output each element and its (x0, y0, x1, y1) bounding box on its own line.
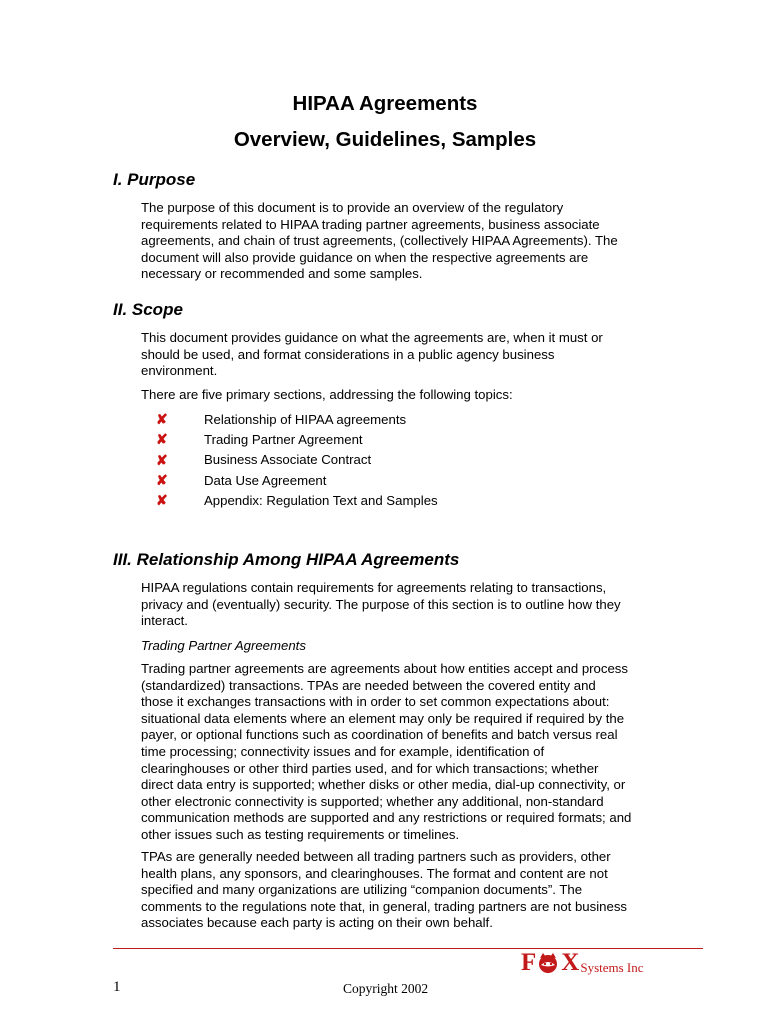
subheading-trading-partner-agreements: Trading Partner Agreements (141, 638, 306, 653)
text-line: associates because each party is acting on their own behalf. (141, 915, 493, 931)
text-line: privacy and (eventually) security. The purpose of this section is to outline how they (141, 596, 621, 612)
scope-topics-intro: There are five primary sections, addressing the following topics: (141, 387, 513, 402)
company-logo (521, 948, 644, 978)
copyright-notice: Copyright 2002 (343, 981, 429, 996)
section-heading-purpose: I. Purpose (113, 170, 196, 189)
x-mark-icon: ✘ (156, 431, 168, 448)
text-line: environment. (141, 363, 218, 379)
text-line: direct data entry is supported; whether disks or other media, dial-up connectivity, or (141, 777, 626, 793)
text-line: agreements, and chain of trust agreements, (collectively HIPAA Agreements). The (141, 233, 618, 249)
list-item (156, 470, 438, 490)
text-line: communication methods are supported and any restrictions or required formats; and (141, 810, 632, 826)
text-line: clearinghouses or other third parties used, and for which transactions; whether (141, 760, 599, 776)
document-title: HIPAA Agreements (292, 92, 478, 115)
text-line: necessary or recommended and some samples. (141, 266, 423, 282)
list-item (156, 450, 438, 470)
tpa-paragraph (141, 661, 671, 844)
tpa-needs-paragraph (141, 849, 671, 932)
text-line: situational data elements where an element may only be required if required by the (141, 710, 625, 726)
x-mark-icon: ✘ (156, 411, 168, 428)
text-line: The purpose of this document is to provide an overview of the regulatory (141, 200, 564, 215)
logo-letter-f: F (521, 949, 536, 976)
x-mark-icon: ✘ (156, 451, 168, 468)
list-item-label: Trading Partner Agreement (204, 431, 363, 447)
list-item-label: Relationship of HIPAA agreements (204, 411, 407, 427)
relationship-intro-paragraph (141, 580, 671, 630)
scope-paragraph (141, 330, 671, 380)
purpose-paragraph (141, 200, 671, 283)
list-item (156, 490, 438, 510)
logo-wordmark (521, 949, 578, 977)
logo-company-name: Systems Inc (580, 960, 644, 975)
text-line: other electronic connectivity is supported; whether any additional, non-standard (141, 793, 604, 809)
text-line: health plans, any sponsors, and clearinghouses. The format and content are not (141, 865, 608, 881)
text-line: Trading partner agreements are agreements about how entities accept and process (141, 661, 628, 676)
text-line: (standardized) transactions. TPAs are needed between the covered entity and (141, 677, 596, 693)
logo-letter-x: X (561, 949, 579, 976)
text-line: should be used, and format considerations in a public agency business (141, 346, 555, 362)
topics-list (156, 409, 438, 510)
list-item (156, 409, 438, 429)
text-line: payer, or optional functions such as coordination of benefits and batch versus real (141, 727, 618, 743)
text-line: requirements related to HIPAA trading partner agreements, business associate (141, 216, 600, 232)
text-line: interact. (141, 613, 188, 629)
text-line: This document provides guidance on what the agreements are, when it must or (141, 330, 603, 345)
section-heading-relationship: III. Relationship Among HIPAA Agreements (113, 550, 460, 569)
text-line: HIPAA regulations contain requirements for agreements relating to transactions, (141, 580, 607, 595)
text-line: specified and many organizations are utilizing “companion documents”. The (141, 882, 583, 898)
fox-head-icon (536, 952, 560, 974)
text-line: TPAs are generally needed between all trading partners such as providers, other (141, 849, 611, 864)
text-line: document will also provide guidance on when the respective agreements are (141, 249, 589, 265)
text-line: comments to the regulations note that, in general, trading partners are not business (141, 898, 628, 914)
text-line: other issues such as testing requirements or timelines. (141, 826, 460, 842)
text-line: time processing; connectivity issues and for example, identification of (141, 743, 545, 759)
text-line: those it exchanges transactions with in order to set common expectations about: (141, 694, 610, 710)
x-mark-icon: ✘ (156, 492, 168, 509)
list-item-label: Data Use Agreement (204, 472, 327, 488)
list-item-label: Appendix: Regulation Text and Samples (204, 492, 438, 508)
list-item-label: Business Associate Contract (204, 452, 372, 468)
x-mark-icon: ✘ (156, 472, 168, 489)
section-heading-scope: II. Scope (113, 300, 183, 319)
document-subtitle: Overview, Guidelines, Samples (233, 128, 537, 151)
list-item (156, 429, 438, 449)
page-number: 1 (113, 979, 121, 995)
